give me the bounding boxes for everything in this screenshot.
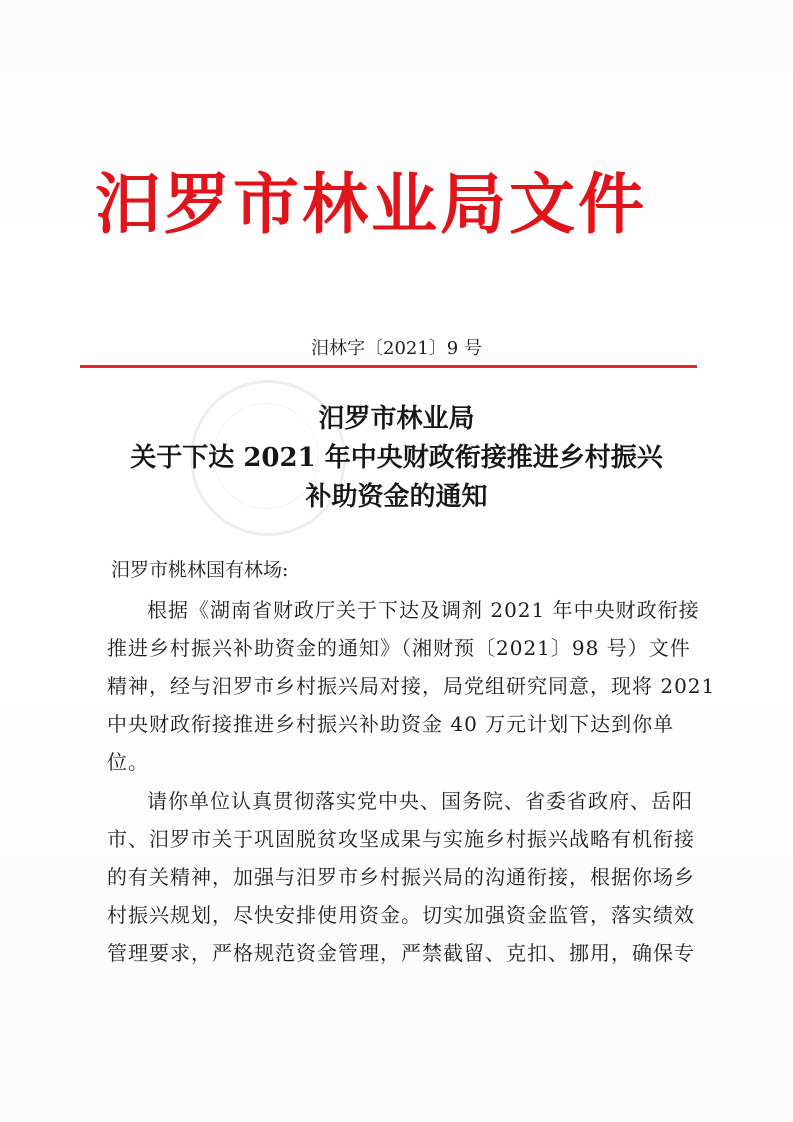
red-separator-line: [80, 365, 697, 368]
paragraph1-line: 精神，经与汨罗市乡村振兴局对接，局党组研究同意，现将 2021: [107, 674, 716, 698]
paragraph2-line: 管理要求，严格规范资金管理，严禁截留、克扣、挪用，确保专: [107, 941, 695, 965]
paragraph1-line: 根据《湖南省财政厅关于下达及调剂 2021 年中央财政衔接: [147, 598, 700, 622]
paragraph2-line: 的有关精神，加强与汨罗市乡村振兴局的沟通衔接，根据你场乡: [107, 865, 695, 889]
salutation: 汨罗市桃林国有林场:: [111, 559, 289, 581]
paragraph2-line: 请你单位认真贯彻落实党中央、国务院、省委省政府、岳阳: [147, 789, 693, 813]
paragraph1-line: 位。: [107, 750, 149, 774]
title-line-1: 汨罗市林业局: [318, 404, 475, 434]
paragraph1-line: 中央财政衔接推进乡村振兴补助资金 40 万元计划下达到你单: [107, 712, 675, 736]
paragraph2-line: 市、汨罗市关于巩固脱贫攻坚成果与实施乡村振兴战略有机衔接: [107, 827, 695, 851]
title-line-3: 补助资金的通知: [305, 482, 488, 512]
title-line-2: 关于下达 2021 年中央财政衔接推进乡村振兴: [130, 443, 663, 473]
document-masthead: 汨罗市林业局文件: [95, 166, 647, 243]
paragraph2-line: 村振兴规划，尽快安排使用资金。切实加强资金监管，落实绩效: [107, 903, 695, 927]
paragraph1-line: 推进乡村振兴补助资金的通知》（湘财预〔2021〕98 号）文件: [107, 636, 691, 660]
document-number: 汨林字〔2021〕9 号: [311, 338, 482, 359]
